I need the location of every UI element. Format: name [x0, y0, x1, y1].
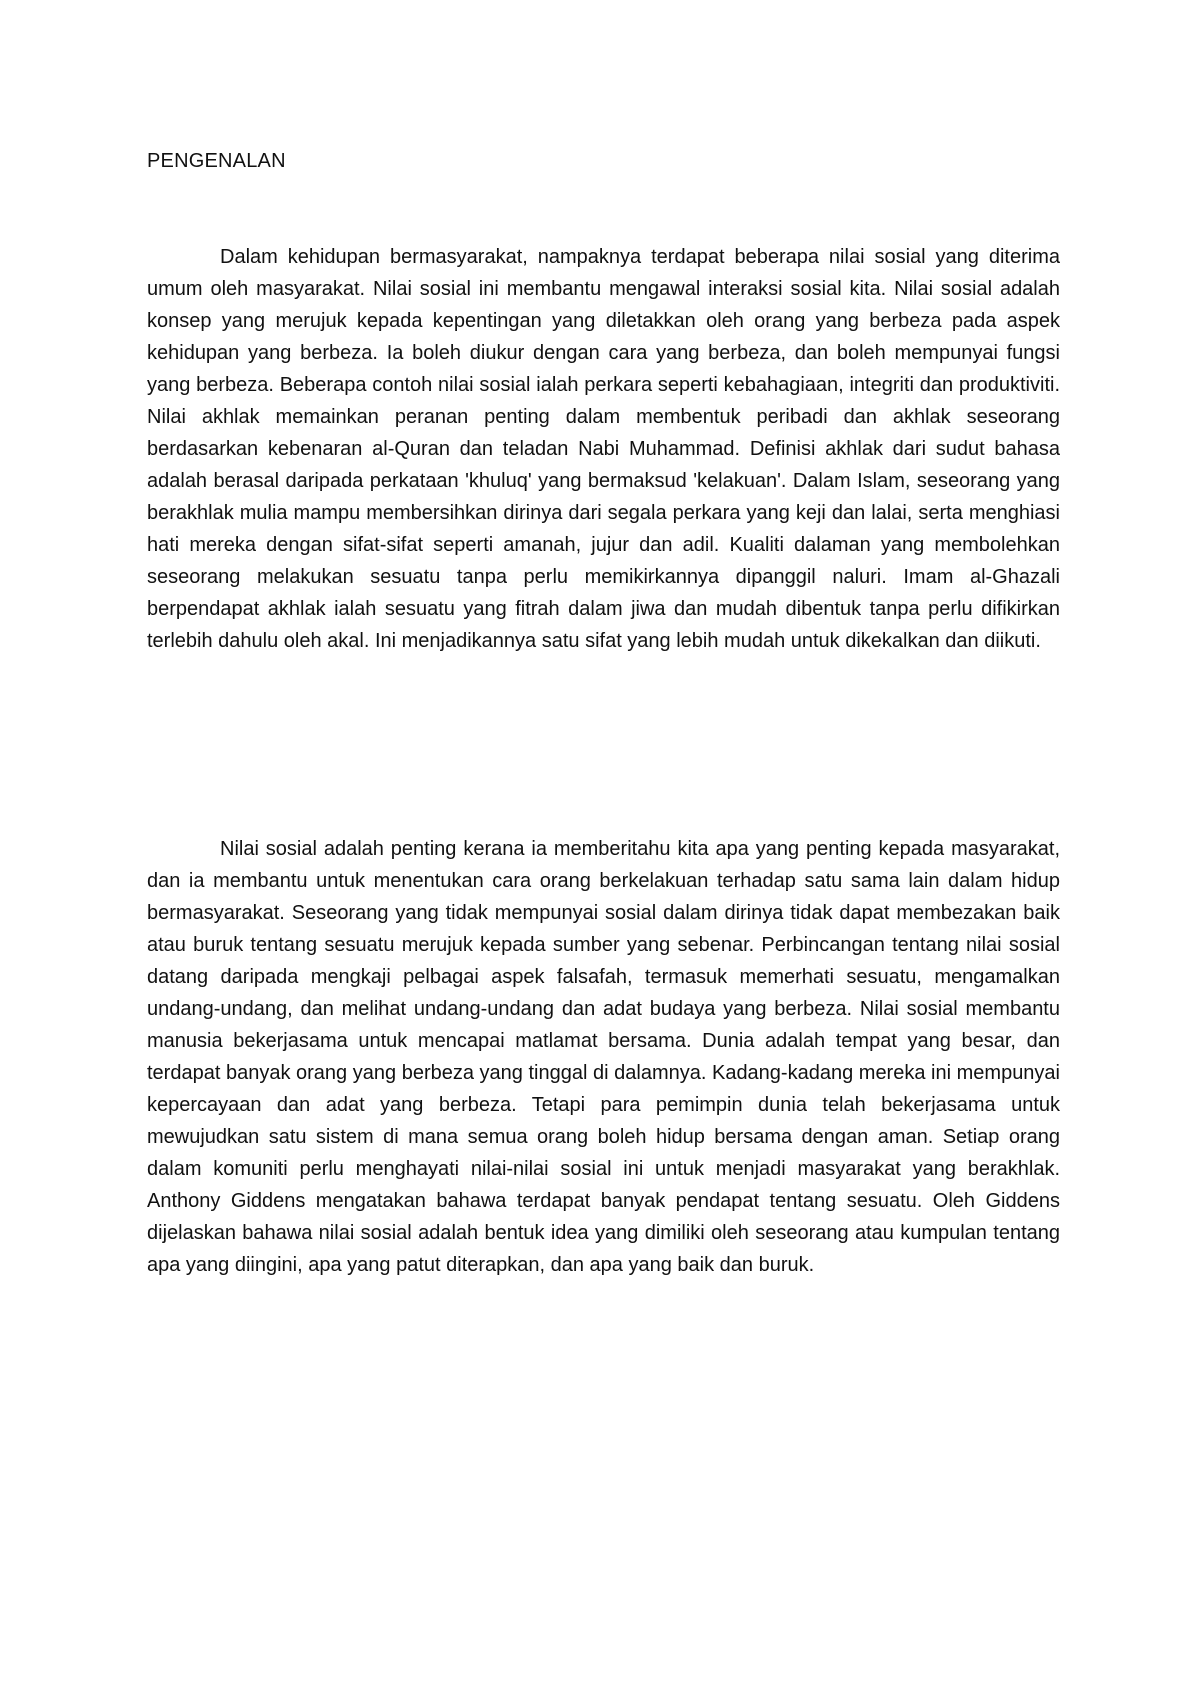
- document-heading: PENGENALAN: [147, 150, 286, 172]
- paragraph-introduction: Dalam kehidupan bermasyarakat, nampaknya terdapat beberapa nilai sosial yang diterima umum oleh masyarakat. Nilai sosial ini membantu mengawal interaksi sosial kita. Nilai sosial adalah konsep yang merujuk kepada kepentingan yang diletakkan oleh orang yang berbeza pada aspek kehidupan yang berbeza. Ia boleh diukur dengan cara yang berbeza, dan boleh mempunyai fungsi yang berbeza. Beberapa contoh nilai sosial ialah perkara seperti kebahagiaan, integriti dan produktiviti. Nilai akhlak memainkan peranan penting dalam membentuk peribadi dan akhlak seseorang berdasarkan kebenaran al-Quran dan teladan Nabi Muhammad. Definisi akhlak dari sudut bahasa adalah berasal daripada perkataan 'khuluq' yang bermaksud 'kelakuan'. Dalam Islam, seseorang yang berakhlak mulia mampu membersihkan dirinya dari segala perkara yang keji dan lalai, serta menghiasi hati mereka dengan sifat-sifat seperti amanah, jujur dan adil. Kualiti dalaman yang membolehkan seseorang melakukan sesuatu tanpa perlu memikirkannya dipanggil naluri. Imam al-Ghazali berpendapat akhlak ialah sesuatu yang fitrah dalam jiwa dan mudah dibentuk tanpa perlu difikirkan terlebih dahulu oleh akal. Ini menjadikannya satu sifat yang lebih mudah untuk dikekalkan dan diikuti.: [147, 246, 1060, 652]
- paragraph-social-values: Nilai sosial adalah penting kerana ia memberitahu kita apa yang penting kepada masyarakat, dan ia membantu untuk menentukan cara orang berkelakuan terhadap satu sama lain dalam hidup bermasyarakat. Seseorang yang tidak mempunyai sosial dalam dirinya tidak dapat membezakan baik atau buruk tentang sesuatu merujuk kepada sumber yang sebenar. Perbincangan tentang nilai sosial datang daripada mengkaji pelbagai aspek falsafah, termasuk memerhati sesuatu, mengamalkan undang-undang, dan melihat undang-undang dan adat budaya yang berbeza. Nilai sosial membantu manusia bekerjasama untuk mencapai matlamat bersama. Dunia adalah tempat yang besar, dan terdapat banyak orang yang berbeza yang tinggal di dalamnya. Kadang-kadang mereka ini mempunyai kepercayaan dan adat yang berbeza. Tetapi para pemimpin dunia telah bekerjasama untuk mewujudkan satu sistem di mana semua orang boleh hidup bersama dengan aman. Setiap orang dalam komuniti perlu menghayati nilai-nilai sosial ini untuk menjadi masyarakat yang berakhlak. Anthony Giddens mengatakan bahawa terdapat banyak pendapat tentang sesuatu. Oleh Giddens dijelaskan bahawa nilai sosial adalah bentuk idea yang dimiliki oleh seseorang atau kumpulan tentang apa yang diingini, apa yang patut diterapkan, dan apa yang baik dan buruk.: [147, 838, 1060, 1276]
